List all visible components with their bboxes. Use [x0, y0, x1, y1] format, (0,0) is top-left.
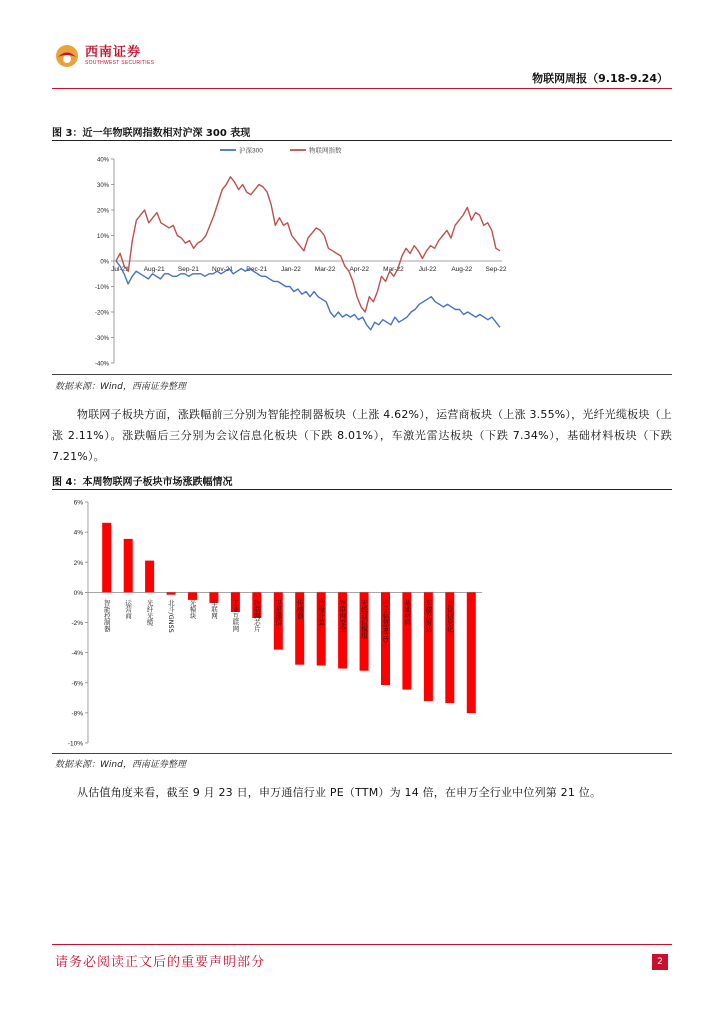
x-tick-label: Mar-22	[314, 266, 336, 273]
x-tick-label: Mar-22	[383, 266, 404, 273]
legend-label: 沪深300	[239, 147, 263, 155]
sector-summary-text: 物联网子板块方面，涨跌幅前三分别为智能控制器板块（上涨 4.62%），运营商板块（上涨 3.55%），光纤光缆板块（上涨 2.11%）。涨跌幅后三分别为会议信息化板块（下跌 8.01%），车激光雷达板块（下跌 7.34%），基础材料板块（下跌 7.21%）。	[52, 408, 672, 463]
x-tick-label: Nov-21	[212, 266, 234, 273]
report-title: 物联网周报（9.18-9.24）	[532, 72, 668, 85]
disclaimer-note: 请务必阅读正文后的重要声明部分	[55, 955, 266, 970]
category-label: 基础材料	[402, 599, 411, 626]
figure3-bottom-rule	[52, 374, 672, 375]
y-tick-label: 6%	[73, 499, 83, 507]
series-line	[116, 177, 500, 312]
category-label: 车激光雷达	[424, 599, 433, 632]
x-tick-label: Jan-22	[280, 266, 301, 273]
bar	[167, 592, 176, 594]
y-tick-label: -2%	[71, 620, 83, 627]
x-tick-label: Apr-22	[349, 266, 370, 273]
category-label: 卫星通信	[274, 599, 283, 626]
category-label: 电子标签/RFID	[381, 599, 390, 643]
category-label: 光模块	[188, 599, 197, 619]
y-tick-label: 30%	[96, 183, 109, 189]
x-tick-label: Aug-22	[451, 266, 473, 273]
y-tick-label: 10%	[96, 234, 109, 240]
bar	[102, 523, 111, 593]
x-tick-label: Sep-22	[485, 266, 507, 273]
page-number: 2	[652, 954, 668, 970]
figure3-source: 数据来源：Wind，西南证券整理	[55, 382, 186, 392]
legend-label: 物联网指数	[309, 147, 342, 155]
logo-emblem-icon	[55, 44, 79, 68]
category-label: 北斗/GNSS	[167, 599, 176, 633]
y-tick-label: -30%	[94, 336, 109, 342]
x-tick-label: Sep-21	[177, 266, 199, 273]
footer-divider	[52, 944, 672, 945]
y-tick-label: -8%	[71, 710, 83, 718]
y-tick-label: 4%	[73, 529, 83, 537]
x-tick-label: Jul-22	[418, 266, 437, 273]
figure3-line-chart	[52, 142, 520, 372]
series-line	[116, 261, 500, 330]
y-tick-label: -6%	[71, 680, 83, 688]
x-tick-label: Dec-21	[246, 266, 268, 273]
category-label: 无线通信模组	[360, 599, 369, 639]
logo-chinese-name: 西南证券	[85, 45, 142, 60]
figure4-top-rule	[52, 489, 672, 490]
figure4-bar-chart	[52, 491, 520, 752]
y-tick-label: -10%	[94, 285, 109, 291]
y-tick-label: -4%	[71, 650, 83, 658]
figure3-top-rule	[52, 140, 672, 141]
figure4-source: 数据来源：Wind，西南证券整理	[55, 760, 186, 770]
y-tick-label: -40%	[94, 361, 109, 368]
y-tick-label: 0%	[100, 259, 109, 266]
bar	[145, 561, 154, 593]
valuation-paragraph	[52, 782, 672, 803]
y-tick-label: 20%	[96, 208, 109, 215]
category-label: 会议信息化	[445, 599, 454, 632]
y-tick-label: 40%	[96, 157, 109, 164]
x-tick-label: Aug-21	[143, 266, 165, 273]
figure4-caption: 图 4：本周物联网子板块市场涨跌幅情况	[52, 477, 233, 488]
y-tick-label: -10%	[67, 740, 83, 748]
y-tick-label: -20%	[94, 310, 109, 317]
category-label: 传感器	[295, 599, 304, 619]
x-tick-label: Jul-21	[111, 266, 129, 273]
category-label: 车联网	[209, 599, 218, 619]
valuation-text: 从估值角度来看，截至 9 月 23 日，申万通信行业 PE（TTM）为 14 倍，在申万全行业中位列第 21 位。	[77, 786, 602, 799]
category-label: 边缘计算	[317, 599, 326, 626]
category-label: 运营商	[124, 599, 133, 619]
company-logo	[55, 44, 154, 68]
category-label: 物联网芯片	[252, 599, 261, 632]
category-label: 工业互联网	[231, 599, 240, 632]
category-label: 物联网安全	[338, 599, 347, 632]
figure4-bottom-rule	[52, 753, 672, 754]
y-tick-label: 0%	[73, 589, 83, 597]
header-divider	[52, 88, 672, 89]
bar	[467, 592, 476, 713]
bar	[124, 539, 133, 593]
figure3-caption: 图 3：近一年物联网指数相对沪深 300 表现	[52, 128, 251, 139]
sector-summary-paragraph	[52, 404, 672, 467]
y-tick-label: 2%	[73, 559, 83, 567]
category-label: 光纤光缆	[145, 599, 154, 626]
logo-english-name: SOUTHWEST SECURITIES	[85, 60, 155, 66]
category-label: 智能控制器	[102, 599, 111, 632]
